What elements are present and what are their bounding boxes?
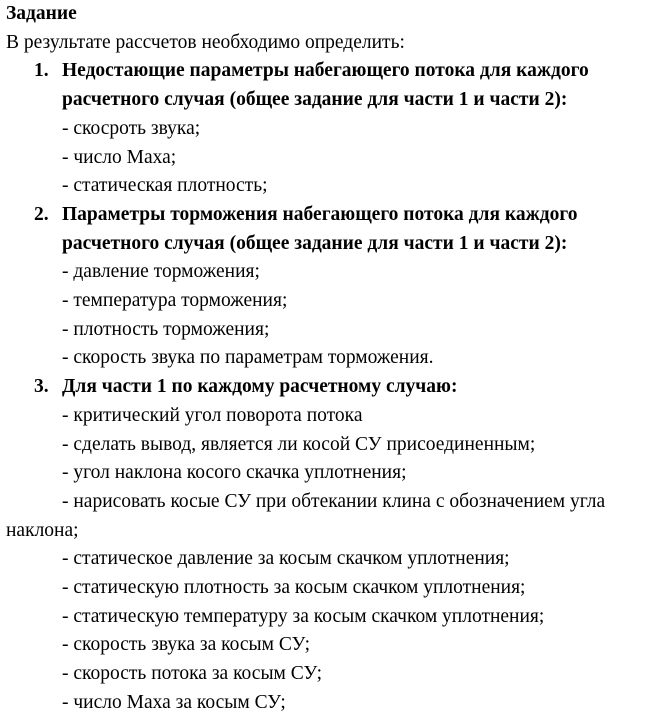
task-number: 1. [34, 60, 49, 82]
task-title-text: Недостающие параметры набегающего потока для каждого расчетного случая (общее задание для части 1 и части 2): [62, 60, 589, 111]
list-item: - угол наклона косого скачка уплотнения; [62, 462, 407, 484]
document-heading: Задание [6, 3, 77, 24]
task-number: 2. [34, 203, 49, 225]
list-item: - плотность торможения; [62, 318, 270, 340]
list-item: - скосроть звука; [62, 117, 201, 139]
list-item: - статическую температуру за косым скачком уплотнения; [62, 605, 545, 627]
task-items [6, 258, 666, 373]
list-item: - число Маха за косым СУ; [62, 691, 286, 713]
task-title [6, 57, 666, 114]
list-item: - скорость звука за косым СУ; [62, 634, 311, 656]
list-item: - температура торможения; [62, 290, 288, 312]
list-item: - статическая плотность; [62, 175, 268, 197]
list-item: - скорость потока за косым СУ; [62, 663, 322, 685]
task-title-text: Для части 1 по каждому расчетному случаю: [62, 376, 458, 398]
list-item: - сделать вывод, является ли косой СУ присоединенным; [62, 433, 536, 455]
document-intro: В результате рассчетов необходимо определить: [6, 31, 405, 53]
list-item: - критический угол поворота потока [62, 404, 363, 426]
list-item: - давление торможения; [62, 261, 260, 283]
task-3 [6, 373, 666, 717]
task-items [6, 115, 666, 201]
task-title-text: Параметры торможения набегающего потока для каждого расчетного случая (общее задание для части 1 и части 2): [62, 203, 578, 254]
task-number: 3. [34, 376, 49, 398]
list-item: - нарисовать косые СУ при обтекании клина с обозначением угла наклона; [6, 490, 606, 541]
list-item: - число Маха; [62, 146, 177, 168]
task-items [6, 402, 666, 718]
task-title [6, 373, 666, 402]
task-list [6, 57, 666, 717]
list-item: - статическую плотность за косым скачком уплотнения; [62, 577, 526, 599]
list-item: - скорость звука по параметрам торможения. [62, 347, 434, 369]
task-1 [6, 57, 666, 201]
task-title [6, 201, 666, 258]
task-2 [6, 201, 666, 373]
list-item: - статическое давление за косым скачком уплотнения; [62, 548, 510, 570]
